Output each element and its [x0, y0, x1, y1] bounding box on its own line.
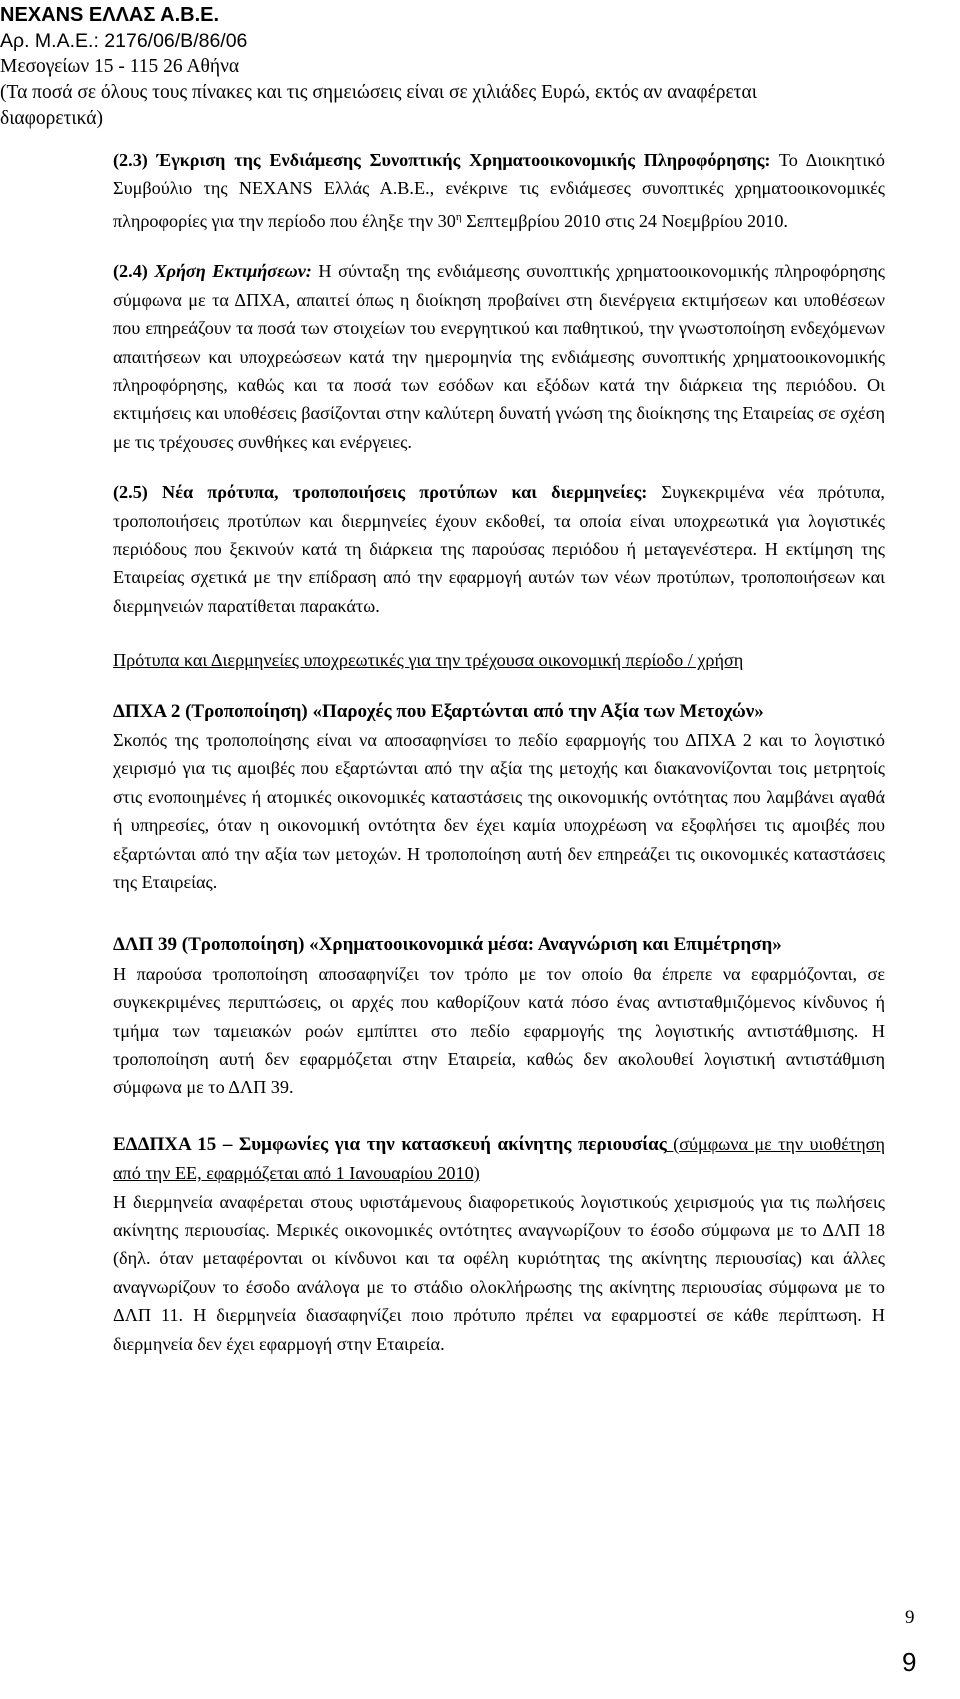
dlp39-title: ΔΛΠ 39 (Τροποποίηση) «Χρηματοοικονομικά μέσα: Αναγνώριση και Επιμέτρηση»: [113, 934, 782, 956]
pdf-page-number: 9: [902, 1647, 917, 1677]
section-2-4-number: (2.4): [113, 261, 148, 282]
document-body: [113, 146, 885, 1358]
amounts-note-line2: διαφορετικά): [0, 108, 104, 129]
dpxa2-text: Σκοπός της τροποποίησης είναι να αποσαφηνίσει το πεδίο εφαρμογής του ΔΠΧΑ 2 και το λογιστικό χειρισμό για τις αμοιβές που εξαρτώνται από την αξία της μετοχής και διακανονίζονται τοις μετρητοίς στις ενοποιημένες ή ατομικές οικονομικές καταστάσεις της οικονομικής οντότητας που λαμβάνει αγαθά ή υπηρεσίες, όταν η οικονομική οντότητα δεν έχει καμία υποχρέωση να εξοφλήσει τις αμοιβές που εξαρτώνται από την αξία των μετοχών. Η τροποποίηση αυτή δεν επηρεάζει τις οικονομικές καταστάσεις της Εταιρείας.: [113, 729, 885, 892]
section-2-3-title: (2.3) Έγκριση της Ενδιάμεσης Συνοπτικής Χρηματοοικονομικής Πληροφόρησης:: [113, 150, 771, 170]
dpxa2-block: [113, 697, 885, 897]
section-2-4-text: Η σύνταξη της ενδιάμεσης συνοπτικής χρηματοοικονομικής πληροφόρησης σύμφωνα με τα ΔΠΧΑ, απαιτεί όπως η διοίκηση προβαίνει στη διενέργεια εκτιμήσεων και υποθέσεων που επηρεάζουν τα ποσά των στοιχείων του ενεργητικού και παθητικού, την γνωστοποίηση ενδεχόμενων απαιτήσεων και υποχρεώσεων κατά την ημερομηνία της ενδιάμεσης συνοπτικής χρηματοοικονομικής πληροφόρησης, καθώς και τα ποσά των εσόδων και εξόδων κατά την διάρκεια της περιόδου. Οι εκτιμήσεις και υποθέσεις βασίζονται στην καλύτερη δυνατή γνώση της διοίκησης της Εταιρείας σε σχέση με τις τρέχουσες συνθήκες και ενέργειες.: [113, 261, 885, 452]
subheading-mandatory-standards: Πρότυπα και Διερμηνείες υποχρεωτικές για την τρέχουσα οικονομική περίοδο / χρήση: [113, 650, 744, 671]
company-name: NEXANS ΕΛΛΑΣ Α.Β.Ε.: [0, 4, 220, 26]
eddpxa15-text: Η διερμηνεία αναφέρεται στους υφιστάμενους διαφορετικούς λογιστικούς χειρισμούς για τις πωλήσεις ακίνητης περιουσίας. Μερικές οικονομικές οντότητες αναγνωρίζουν το έσοδο σύμφωνα με το ΔΛΠ 18 (δηλ. όταν μεταφέρονται οι κίνδυνοι και τα οφέλη κυριότητας της ακίνητης περιουσίας) και άλλες αναγνωρίζουν το έσοδο ανάλογα με το στάδιο ολοκλήρωσης της ακίνητης περιουσίας σύμφωνα με το ΔΛΠ 11. Η διερμηνεία διασαφηνίζει ποιο πρότυπο πρέπει να εφαρμοστεί σε κάθε περίπτωση. Η διερμηνεία δεν έχει εφαρμογή στην Εταιρεία.: [113, 1191, 885, 1354]
section-2-4: [113, 257, 885, 456]
dpxa2-title: ΔΠΧΑ 2 (Τροποποίηση) «Παροχές που Εξαρτώνται από την Αξία των Μετοχών»: [113, 700, 764, 722]
section-2-4-title: Χρήση Εκτιμήσεων:: [147, 261, 312, 282]
section-2-5-title: (2.5) Νέα πρότυπα, τροποποιήσεις προτύπων και διερμηνείες:: [113, 482, 648, 503]
eddpxa15-adoption-note: (σύμφωνα με την υιοθέτηση από την ΕΕ, εφαρμόζεται από 1 Ιανουαρίου 2010): [113, 1133, 886, 1184]
document-header: [0, 2, 950, 132]
section-2-5: [113, 478, 885, 620]
section-2-3-text-b: Σεπτεμβρίου 2010 στις 24 Νοεμβρίου 2010.: [461, 210, 788, 231]
document-page-number: 9: [905, 1607, 915, 1628]
dlp39-text: Η παρούσα τροποποίηση αποσαφηνίζει τον τρόπο με τον οποίο θα έπρεπε να εφαρμόζονται, σε συγκεκριμένες περιπτώσεις, οι αρχές που καθορίζουν κατά πόσο ένας αντισταθμιζόμενος κίνδυνος ή τμήμα των ταμειακών ροών εμπίπτει στο πεδίο εφαρμογής της λογιστικής αντιστάθμισης. Η τροποποίηση αυτή δεν εφαρμόζεται στην Εταιρεία, καθώς δεν ακολουθεί λογιστική αντιστάθμιση σύμφωνα με το ΔΛΠ 39.: [113, 963, 885, 1098]
ordinal-superscript: η: [455, 210, 462, 223]
dlp39-block: [113, 930, 885, 1101]
eddpxa15-title: ΕΔΔΠΧΑ 15 – Συμφωνίες για την κατασκευή ακίνητης περιουσίας: [113, 1133, 667, 1155]
section-2-5-text: Συγκεκριμένα νέα πρότυπα, τροποποιήσεις προτύπων και διερμηνείες έχουν εκδοθεί, τα οποία είναι υποχρεωτικά για λογιστικές περιόδους που ξεκινούν κατά τη διάρκεια της παρούσας περιόδου ή μεταγενέστερα. Η εκτίμηση της Εταιρείας σχετικά με την επίδραση από την εφαρμογή αυτών των νέων προτύπων, τροποποιήσεων και διερμηνειών παρατίθεται παρακάτω.: [113, 482, 885, 616]
registry-number: Αρ. Μ.Α.Ε.: 2176/06/Β/86/06: [0, 30, 248, 52]
eddpxa15-block: [113, 1130, 885, 1358]
section-2-3-text-a: Το Διοικητικό Συμβούλιο της NEXANS Ελλάς Α.Β.Ε., ενέκρινε τις ενδιάμεσες συνοπτικές χρηματοοικονομικές πληροφορίες για την περίοδο που έληξε την 30: [113, 150, 885, 231]
company-address: Μεσογείων 15 - 115 26 Αθήνα: [0, 56, 240, 77]
amounts-note-line1: (Τα ποσά σε όλους τους πίνακες και τις σημειώσεις είναι σε χιλιάδες Ευρώ, εκτός αν αναφέρεται: [0, 82, 757, 103]
section-2-3: [113, 146, 885, 235]
